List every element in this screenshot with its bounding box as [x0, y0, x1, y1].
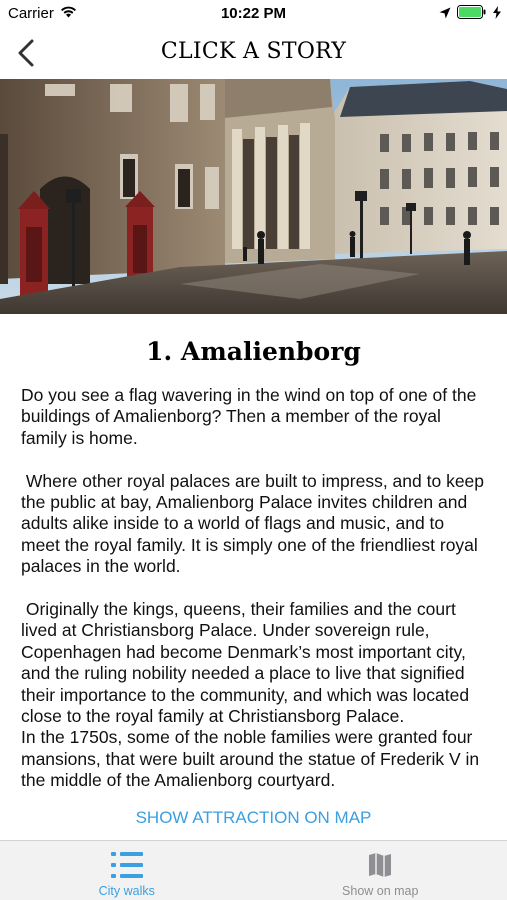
page-title: CLICK A STORY [160, 39, 347, 64]
status-right [439, 5, 501, 24]
location-arrow-icon [439, 6, 451, 24]
story-paragraph: In the 1750s, some of the noble families were granted four mansions, that were built around the statue of Frederik V in the middle of the Amalienborg courtyard. [21, 727, 480, 791]
nav-bar [0, 28, 507, 78]
story-content[interactable] [0, 314, 507, 804]
tab-bar [0, 840, 507, 900]
palace-photo [0, 79, 507, 314]
story-paragraph: Where other royal palaces are built to impress, and to keep the public at bay, Amalienborg Palace invites children and adults alike inside to a world of flags and music, and to meet the royal family. It is simply one of the friendliest royal palaces in the world. [21, 470, 485, 577]
story-paragraph: Do you see a flag wavering in the wind on top of one of the buildings of Amalienborg? Then a member of the royal family is home. [21, 385, 477, 448]
map-icon [363, 850, 397, 880]
list-icon [110, 850, 144, 880]
tab-city-walks[interactable] [0, 841, 254, 900]
tab-show-on-map[interactable] [254, 841, 507, 900]
status-bar [0, 0, 507, 28]
story-title: 1. Amalienborg [146, 337, 361, 366]
show-attraction-on-map-link[interactable]: SHOW ATTRACTION ON MAP [135, 808, 372, 827]
tab-label-show-on-map: Show on map [342, 884, 419, 898]
story-body [0, 385, 507, 792]
battery-icon [457, 5, 487, 24]
charging-bolt-icon [493, 6, 501, 24]
status-time: 10:22 PM [220, 5, 287, 22]
carrier-label: Carrier [8, 5, 54, 22]
story-paragraph: Originally the kings, queens, their families and the court lived at Christiansborg Palace. Under sovereign rule, Copenhagen had become Denmark’s most important city, and the ruling nobility needed a place to live that signified their importance to the community, and which was located close to the royal family at Christiansborg Palace. [21, 599, 470, 727]
tab-label-city-walks: City walks [98, 884, 155, 898]
